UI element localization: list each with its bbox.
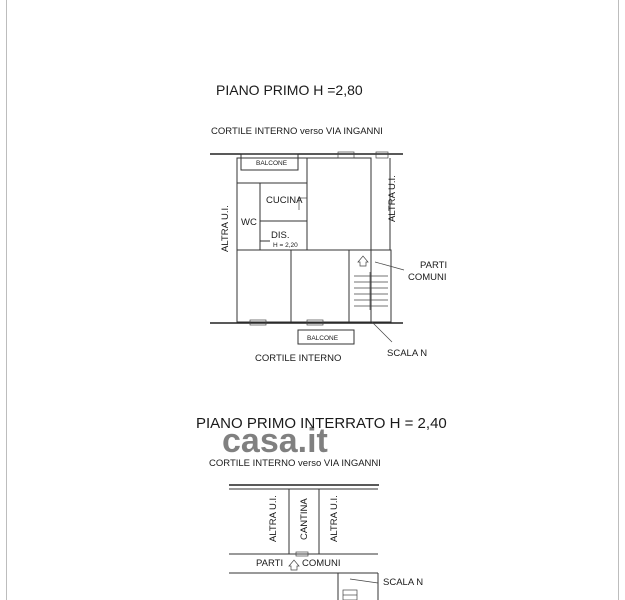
first-floor-top-courtyard-label: CORTILE INTERNO verso VIA INGANNI [211, 126, 383, 137]
basement-common-parts-b: COMUNI [302, 558, 341, 569]
basement-common-parts-a: PARTI [256, 558, 284, 569]
watermark-logo: casa.it [222, 422, 328, 460]
common-parts-label-line1: PARTI [420, 260, 448, 271]
first-floor-right-unit: ALTRA U.I. [387, 175, 398, 222]
room-label-kitchen: CUCINA [266, 195, 303, 206]
first-floor-walls [210, 152, 404, 342]
balcony-bottom-label: BALCONE [307, 335, 339, 342]
first-floor-plan [210, 82, 447, 364]
height-note: H = 2,20 [273, 242, 298, 249]
first-floor-stair-label: SCALA N [387, 348, 428, 359]
basement-right-unit: ALTRA U.I. [329, 495, 340, 542]
basement-cellar: CANTINA [299, 498, 310, 540]
first-floor-bottom-courtyard-label: CORTILE INTERNO [255, 353, 342, 364]
first-floor-title: PIANO PRIMO H =2,80 [216, 82, 363, 98]
room-label-dis: DIS. [271, 230, 290, 241]
balcony-top-label: BALCONE [256, 160, 288, 167]
basement-title: PIANO PRIMO INTERRATO H = 2,40 [196, 415, 447, 432]
room-label-wc: WC [241, 217, 257, 228]
common-parts-label-line2: COMUNI [408, 272, 447, 283]
first-floor-left-unit: ALTRA U.I. [220, 205, 231, 252]
basement-stair-label: SCALA N [383, 577, 424, 588]
basement-top-courtyard-label: CORTILE INTERNO verso VIA INGANNI [209, 458, 381, 469]
basement-left-unit: ALTRA U.I. [268, 495, 279, 542]
